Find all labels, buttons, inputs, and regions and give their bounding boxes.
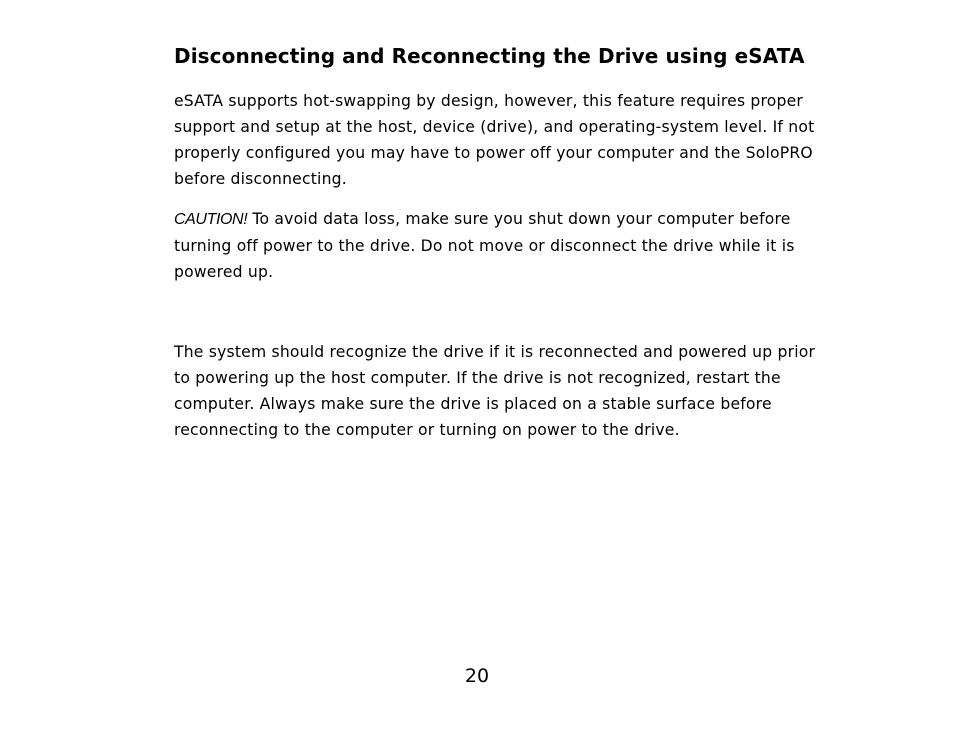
caution-text: To avoid data loss, make sure you shut down your computer before turning off power to the drive. Do not move or disconnect the drive while it is powered up. (174, 210, 795, 281)
document-page (174, 42, 824, 443)
page-number: 20 (464, 665, 490, 687)
caution-label: CAUTION! (174, 211, 248, 228)
caution-paragraph (174, 206, 824, 285)
hot-swap-paragraph: eSATA supports hot-swapping by design, however, this feature requires proper support and setup at the host, device (drive), and operating-system level. If not properly configured you may have to power off your computer and the SoloPRO before disconnecting. (174, 92, 815, 188)
section-heading: Disconnecting and Reconnecting the Drive using eSATA (174, 44, 805, 68)
reconnect-paragraph: The system should recognize the drive if it is reconnected and powered up prior to powering up the host computer. If the drive is not recognized, restart the computer. Always make sure the drive is placed on a stable surface before reconnecting to the computer or turning on power to the drive. (174, 343, 816, 439)
